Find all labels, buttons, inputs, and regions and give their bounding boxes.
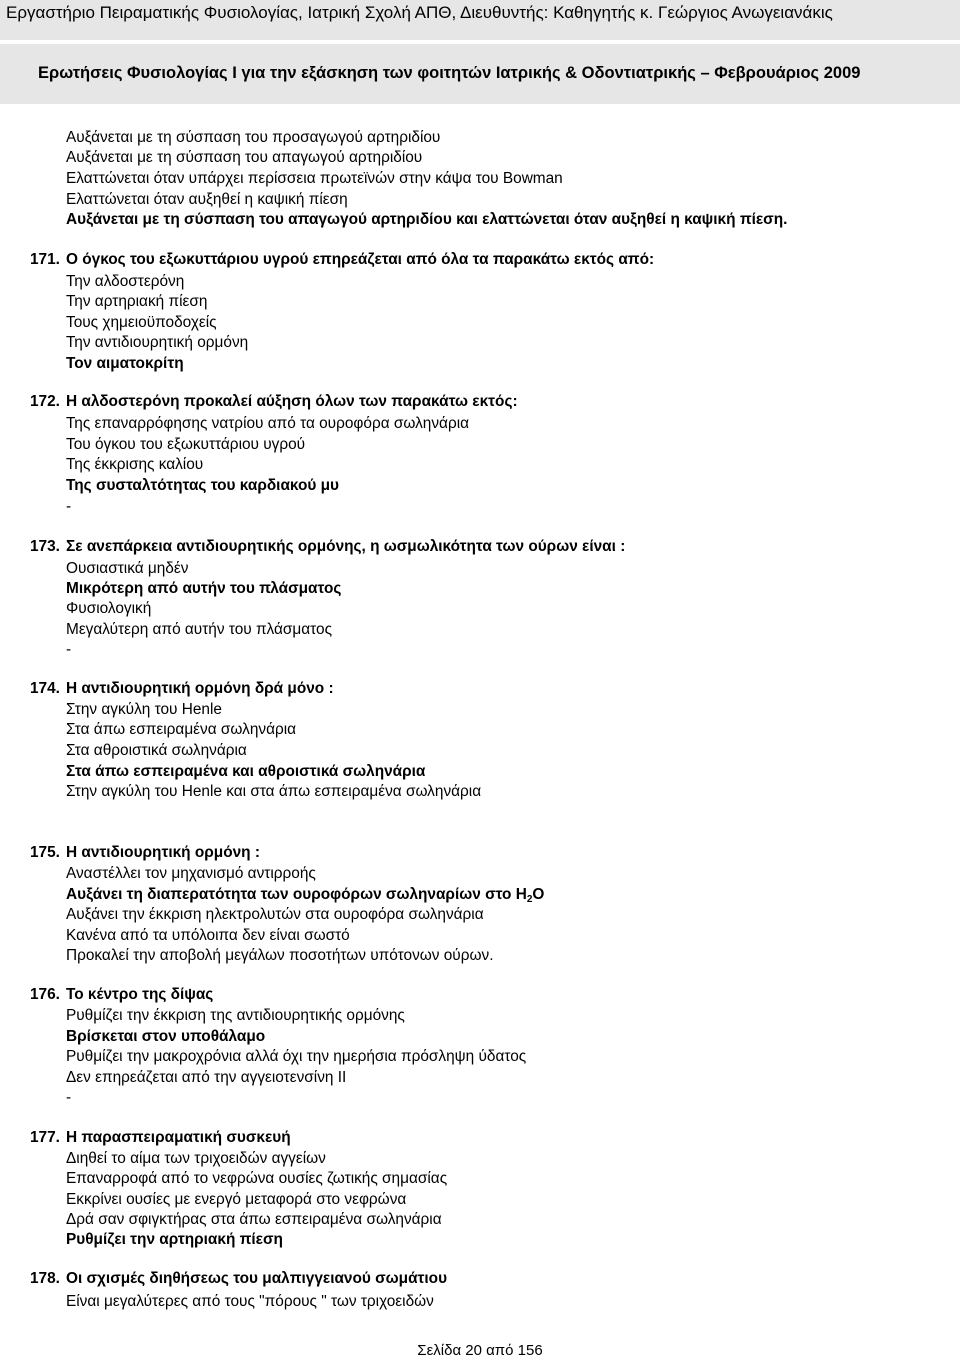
answer-option: Την αρτηριακή πίεση	[66, 293, 208, 310]
question-number: 176.	[30, 986, 60, 1003]
answer-option: Στην αγκύλη του Henle και στα άπω εσπειραμένα σωληνάρια	[66, 783, 482, 800]
answer-option: Επαναρροφά από το νεφρώνα ουσίες ζωτικής σημασίας	[66, 1170, 448, 1187]
answer-option: Ελαττώνεται όταν αυξηθεί η καψική πίεση	[66, 191, 348, 208]
answer-option: Της έκκρισης καλίου	[66, 456, 204, 473]
answer-option: Στα άπω εσπειραμένα και αθροιστικά σωληνάρια	[66, 763, 426, 780]
answer-option: -	[66, 1089, 72, 1106]
answer-option: -	[66, 641, 72, 658]
answer-option: Κανένα από τα υπόλοιπα δεν είναι σωστό	[66, 927, 350, 944]
answer-option: Αυξάνεται με τη σύσπαση του απαγωγού αρτηριδίου	[66, 149, 423, 166]
answer-option: Ελαττώνεται όταν υπάρχει περίσσεια πρωτεϊνών στην κάψα του Bowman	[66, 170, 563, 187]
answer-option: Δεν επηρεάζεται από την αγγειοτενσίνη ΙΙ	[66, 1069, 347, 1086]
subscript-suffix: Ο	[532, 886, 545, 903]
answer-option: Δρά σαν σφιγκτήρας στα άπω εσπειραμένα σωληνάρια	[66, 1211, 442, 1228]
answer-option: -	[66, 498, 72, 515]
question-number: 177.	[30, 1129, 60, 1146]
question-number: 175.	[30, 844, 60, 861]
question-text: Η αλδοστερόνη προκαλεί αύξηση όλων των παρακάτω εκτός:	[66, 393, 518, 410]
page-number: Σελίδα 20 από 156	[417, 1342, 543, 1359]
answer-option: Προκαλεί την αποβολή μεγάλων ποσοτήτων υπότονων ούρων.	[66, 947, 494, 964]
question-text: Η αντιδιουρητική ορμόνη :	[66, 844, 260, 861]
answer-option: Ουσιαστικά μηδέν	[66, 560, 189, 577]
answer-option: Αυξάνεται με τη σύσπαση του προσαγωγού αρτηριδίου	[66, 129, 441, 146]
answer-option: Τον αιματοκρίτη	[66, 355, 184, 372]
document-title-bar	[0, 44, 960, 104]
answer-option: Την αντιδιουρητική ορμόνη	[66, 334, 249, 351]
answer-option: Στα αθροιστικά σωληνάρια	[66, 742, 247, 759]
answer-option: Στα άπω εσπειραμένα σωληνάρια	[66, 721, 297, 738]
question-text: Σε ανεπάρκεια αντιδιουρητικής ορμόνης, η ωσμωλικότητα των ούρων είναι :	[66, 538, 626, 555]
answer-option: Αναστέλλει τον μηχανισμό αντιρροής	[66, 865, 316, 882]
answer-option: Είναι μεγαλύτερες από τους "πόρους " των τριχοειδών	[66, 1293, 434, 1310]
answer-option: Ρυθμίζει την μακροχρόνια αλλά όχι την ημερήσια πρόσληψη ύδατος	[66, 1048, 527, 1065]
answer-option: Διηθεί το αίμα των τριχοειδών αγγείων	[66, 1150, 326, 1167]
question-number: 174.	[30, 680, 60, 697]
subscript: 2	[526, 894, 533, 905]
question-number: 178.	[30, 1270, 60, 1287]
answer-option: Εκκρίνει ουσίες με ενεργό μεταφορά στο νεφρώνα	[66, 1191, 407, 1208]
answer-option: Της επαναρρόφησης νατρίου από τα ουροφόρα σωληνάρια	[66, 415, 470, 432]
answer-option: Ρυθμίζει την αρτηριακή πίεση	[66, 1231, 283, 1248]
answer-option: Στην αγκύλη του Henle	[66, 701, 222, 718]
answer-option: Μικρότερη από αυτήν του πλάσματος	[66, 580, 342, 597]
lab-header-text: Εργαστήριο Πειραματικής Φυσιολογίας, Ιατρική Σχολή ΑΠΘ, Διευθυντής: Καθηγητής κ. Γεώργιος Ανωγειανάκις	[6, 3, 833, 22]
question-number: 171.	[30, 251, 60, 268]
question-number: 172.	[30, 393, 60, 410]
question-text: Το κέντρο της δίψας	[66, 986, 214, 1003]
page-footer	[0, 1342, 960, 1359]
answer-option: Την αλδοστερόνη	[66, 273, 185, 290]
answer-option: Αυξάνει την έκκριση ηλεκτρολυτών στα ουροφόρα σωληνάρια	[66, 906, 484, 923]
answer-option: Αυξάνει τη διαπερατότητα των ουροφόρων σωληναρίων στο Η2Ο	[66, 886, 545, 905]
answer-option: Μεγαλύτερη από αυτήν του πλάσματος	[66, 621, 333, 638]
answer-option: Του όγκου του εξωκυττάριου υγρού	[66, 436, 306, 453]
question-text: Οι σχισμές διηθήσεως του μαλπιγγειανού σωμάτιου	[66, 1270, 448, 1287]
answer-option: Βρίσκεται στον υποθάλαμο	[66, 1028, 266, 1045]
question-text: Ο όγκος του εξωκυττάριου υγρού επηρεάζεται από όλα τα παρακάτω εκτός από:	[66, 251, 655, 268]
answer-option: Τους χημειοϋποδοχείς	[66, 314, 217, 331]
document-title: Ερωτήσεις Φυσιολογίας Ι για την εξάσκηση των φοιτητών Ιατρικής & Οδοντιατρικής – Φεβρουάριος 2009	[38, 64, 861, 82]
question-number: 173.	[30, 538, 60, 555]
answer-option: Αυξάνεται με τη σύσπαση του απαγωγού αρτηριδίου και ελαττώνεται όταν αυξηθεί η καψική πίεση.	[66, 211, 788, 228]
answer-option: Ρυθμίζει την έκκριση της αντιδιουρητικής ορμόνης	[66, 1007, 405, 1024]
answer-option: Φυσιολογική	[66, 600, 152, 617]
answer-option: Της συσταλτότητας του καρδιακού μυ	[66, 477, 339, 494]
question-text: Η αντιδιουρητική ορμόνη δρά μόνο :	[66, 680, 334, 697]
lab-header-bar	[0, 0, 960, 40]
question-text: Η παρασπειραματική συσκευή	[66, 1129, 291, 1146]
